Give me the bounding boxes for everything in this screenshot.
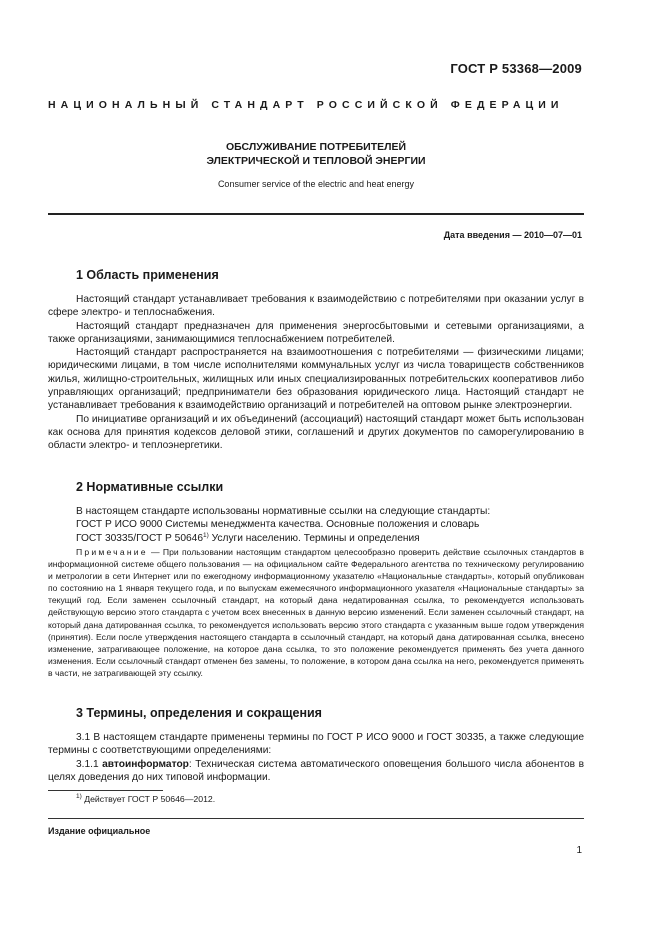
edition-label: Издание официальное: [48, 826, 151, 836]
note-label: Примечание: [76, 547, 148, 557]
section-1-heading: 1 Область применения: [76, 268, 219, 282]
reference-code: ГОСТ 30335/ГОСТ Р 50646: [76, 532, 203, 544]
paragraph: По инициативе организаций и их объединений (ассоциаций) настоящий стандарт может быть использован как основа для принятия кодексов деловой этики, соглашений и других документов по саморегулированию в области электро- и теплоэнергетики.: [48, 413, 584, 452]
section-2-body: [48, 505, 584, 545]
header-divider: [48, 213, 584, 215]
section-3-heading: 3 Термины, определения и сокращения: [76, 706, 322, 720]
section-1-body: [48, 293, 584, 453]
footer-divider: [48, 818, 584, 819]
paragraph: Настоящий стандарт предназначен для применения энергосбытовыми и сетевыми организациями, а также организациями, занимающимися теплоснабжением потребителей.: [48, 320, 584, 345]
term-number: 3.1.1: [76, 758, 103, 770]
document-code: ГОСТ Р 53368—2009: [450, 61, 582, 76]
footnote-marker: 1): [76, 793, 82, 800]
paragraph: Настоящий стандарт распространяется на взаимоотношения с потребителями — физическими лицами; юридическими лицами, в том числе исполнителями коммунальных услуг из числа товариществ собственников жилья, жилищно-строительных, жилищных или иных специализированных потребительских кооперативов либо управляющих организаций; предприниматели без образования юридического лица. Настоящий стандарт не устанавливает требования к взаимодействию организаций и потребителей на оптовом рынке электроэнергии.: [48, 347, 584, 412]
date-introduced: Дата введения — 2010—07—01: [443, 230, 582, 240]
note-block: [48, 546, 584, 679]
reference-title: Услуги населению. Термины и определения: [208, 532, 420, 544]
paragraph: Настоящий стандарт устанавливает требования к взаимодействию с потребителями при оказании услуг в сфере электро- и теплоснабжения.: [48, 294, 584, 319]
note-text: — При пользовании настоящим стандартом целесообразно проверить действие ссылочных стандартов в информационной системе общего пользования — на официальном сайте Федерального агентства по техническому регулированию и метрологии в сети Интернет или по ежегодному информационному указателю «Национальные стандарты», который опубликован по состоянию на 1 января текущего года, и по выпускам ежемесячного информационного указателя «Национальные стандарты» за текущий год. Если заменен ссылочный стандарт, на который дана недатированная ссылка, то рекомендуется использовать действующую версию этого стандарта с учетом всех внесенных в данную версию изменений. Если заменен ссылочный стандарт, на который дана датированная ссылка, то рекомендуется использовать версию этого стандарта с указанным выше годом утверждения (принятия). Если после утверждения настоящего стандарта в ссылочный стандарт, на который дана датированная ссылка, внесено изменение, затрагивающее положение, на которое дана ссылка, то это положение рекомендуется применять без учета данного изменения. Если ссылочный стандарт отменен без замены, то положение, в котором дана ссылка на него, рекомендуется применять в части, не затрагивающей эту ссылку.: [48, 547, 584, 678]
title-line-2: ЭЛЕКТРИЧЕСКОЙ И ТЕПЛОВОЙ ЭНЕРГИИ: [206, 155, 426, 167]
paragraph: В настоящем стандарте использованы нормативные ссылки на следующие стандарты:: [76, 506, 491, 517]
page-number: 1: [576, 845, 582, 856]
english-title: Consumer service of the electric and heat energy: [217, 179, 415, 189]
term-definition: [48, 758, 584, 785]
reference-item: ГОСТ Р ИСО 9000 Системы менеджмента качества. Основные положения и словарь: [76, 519, 480, 531]
footnote-text: Действует ГОСТ Р 50646—2012.: [81, 794, 216, 804]
footnote-divider: [48, 790, 163, 791]
national-standard-banner: НАЦИОНАЛЬНЫЙ СТАНДАРТ РОССИЙСКОЙ ФЕДЕРАЦИИ: [48, 99, 564, 111]
footnote: [76, 794, 215, 804]
title-line-1: ОБСЛУЖИВАНИЕ ПОТРЕБИТЕЛЕЙ: [225, 141, 407, 153]
document-title: [48, 140, 584, 168]
reference-item: [48, 532, 584, 545]
footnote-marker: 1): [203, 531, 209, 539]
paragraph: 3.1 В настоящем стандарте применены термины по ГОСТ Р ИСО 9000 и ГОСТ 30335, а также следующие термины с соответствующими определениями:: [48, 732, 584, 757]
term-text: : Техническая система автоматического оповещения большого числа абонентов в целях доведения до них типовой информации.: [48, 758, 584, 783]
section-2-heading: 2 Нормативные ссылки: [76, 480, 224, 494]
term-name: автоинформатор: [102, 758, 189, 770]
section-3-body: [48, 731, 584, 784]
